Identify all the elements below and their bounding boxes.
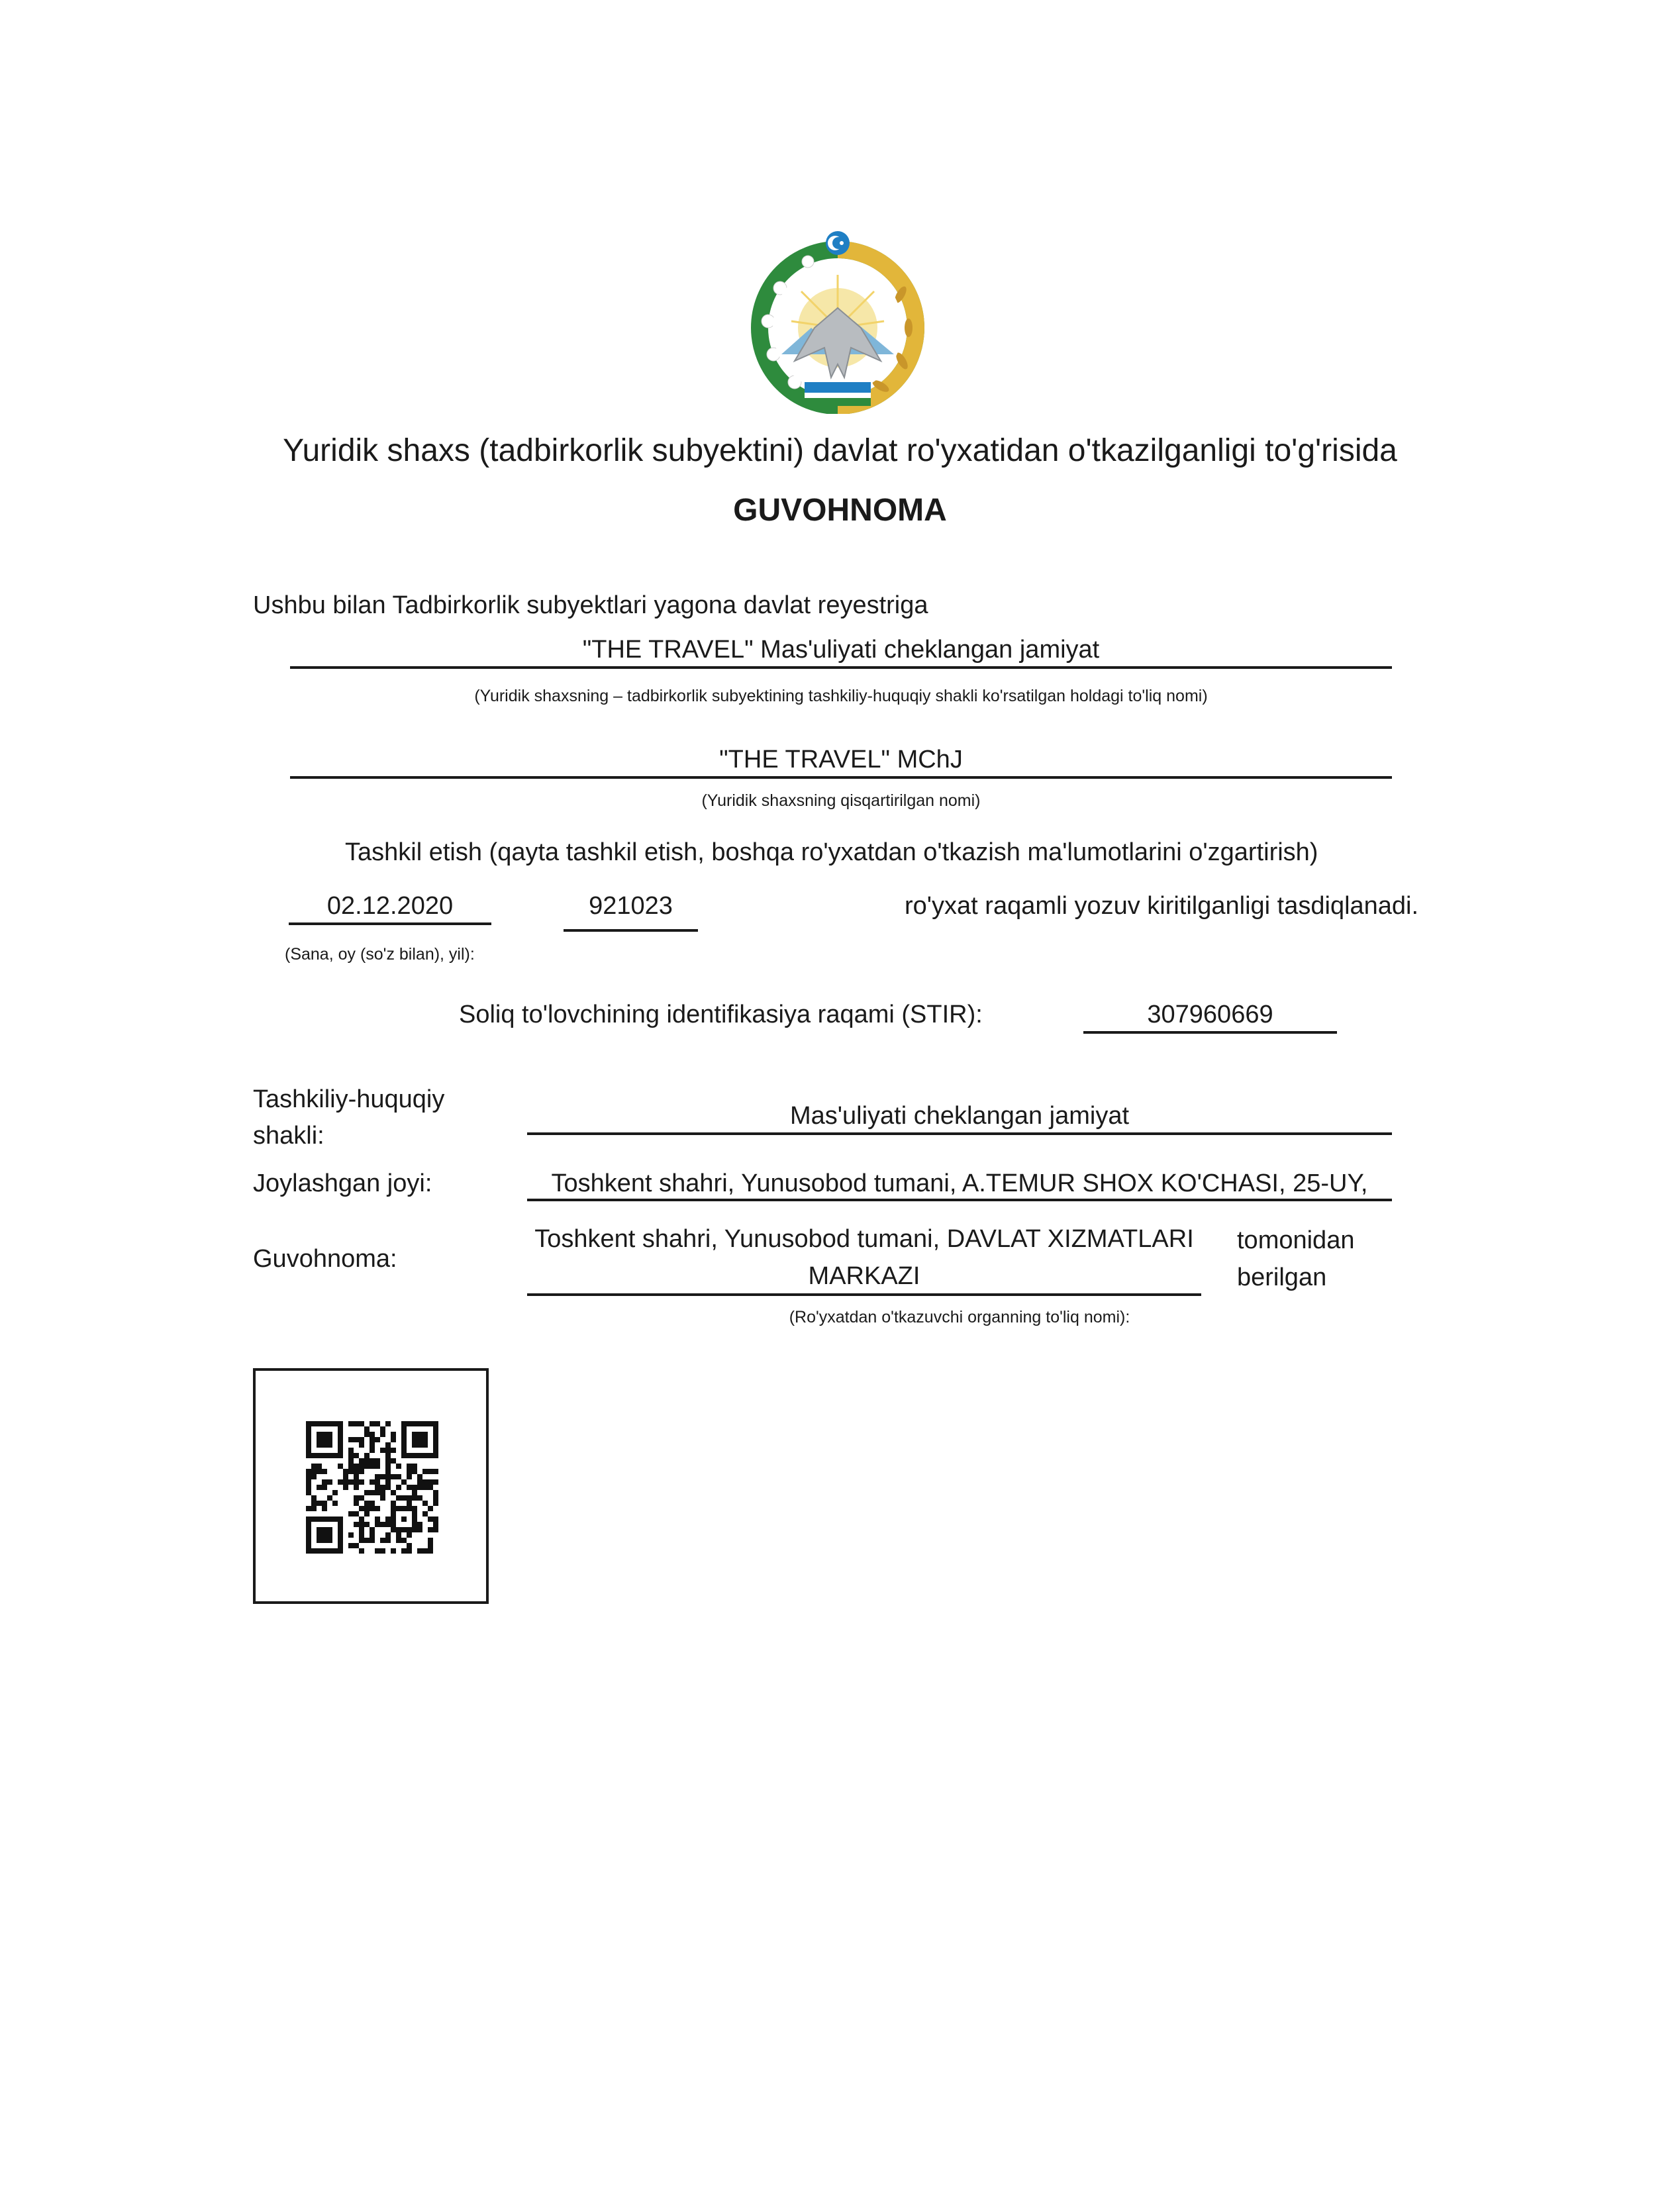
legal-form-value: Mas'uliyati cheklangan jamiyat (789, 1102, 1130, 1130)
full-name-caption: (Yuridik shaxsning – tadbirkorlik subyektining tashkiliy-huquqiy shakli ko'rsatilgan holdagi to'liq nomi) (474, 687, 1208, 705)
registration-statement: ro'yxat raqamli yozuv kiritilganligi tasdiqlanadi. (905, 892, 1419, 920)
qr-code-icon (306, 1421, 438, 1554)
short-name-value: "THE TRAVEL" MChJ (719, 746, 963, 773)
action-text: Tashkil etish (qayta tashkil etish, boshqa ro'yxatdan o'tkazish ma'lumotlarini o'zgartirish) (345, 838, 1318, 866)
certificate-issuer-underline (527, 1293, 1201, 1296)
registration-date-caption: (Sana, oy (so'z bilan), yil): (285, 945, 475, 964)
registration-date: 02.12.2020 (326, 892, 454, 920)
short-name-caption: (Yuridik shaxsning qisqartirilgan nomi) (701, 791, 981, 810)
location-underline (527, 1199, 1392, 1201)
document-title: Yuridik shaxs (tadbirkorlik subyektini) davlat ro'yxatidan o'tkazilganligi to'g'risida (283, 433, 1397, 468)
certificate-suffix-line2: berilgan (1237, 1264, 1327, 1291)
stir-label: Soliq to'lovchining identifikasiya raqami (STIR): (459, 1001, 983, 1028)
certificate-issuer-line1: Toshkent shahri, Yunusobod tumani, DAVLAT XIZMATLARI (534, 1225, 1194, 1253)
stir-underline (1083, 1031, 1337, 1034)
state-emblem-icon (748, 228, 927, 414)
short-name-underline (290, 776, 1392, 779)
document-heading: GUVOHNOMA (733, 493, 947, 528)
stir-value: 307960669 (1147, 1001, 1273, 1028)
registration-number: 921023 (589, 892, 673, 920)
legal-form-label-line2: shakli: (253, 1122, 324, 1150)
qr-code-frame (253, 1368, 489, 1604)
intro-text: Ushbu bilan Tadbirkorlik subyektlari yagona davlat reyestriga (253, 591, 928, 619)
certificate-label: Guvohnoma: (253, 1245, 397, 1273)
legal-form-underline (527, 1132, 1392, 1135)
full-name-value: "THE TRAVEL" Mas'uliyati cheklangan jamiyat (582, 636, 1100, 664)
registration-number-underline (564, 929, 698, 932)
certificate-issuer-line2: MARKAZI (808, 1262, 920, 1290)
certificate-suffix-line1: tomonidan (1237, 1226, 1355, 1254)
full-name-underline (290, 666, 1392, 669)
location-label: Joylashgan joyi: (253, 1169, 432, 1197)
legal-form-label-line1: Tashkiliy-huquqiy (253, 1085, 445, 1113)
location-value: Toshkent shahri, Yunusobod tumani, A.TEMUR SHOX KO'CHASI, 25-UY, (551, 1169, 1368, 1197)
certificate-caption: (Ro'yxatdan o'tkazuvchi organning to'liq nomi): (789, 1308, 1130, 1326)
registration-date-underline (289, 922, 491, 925)
